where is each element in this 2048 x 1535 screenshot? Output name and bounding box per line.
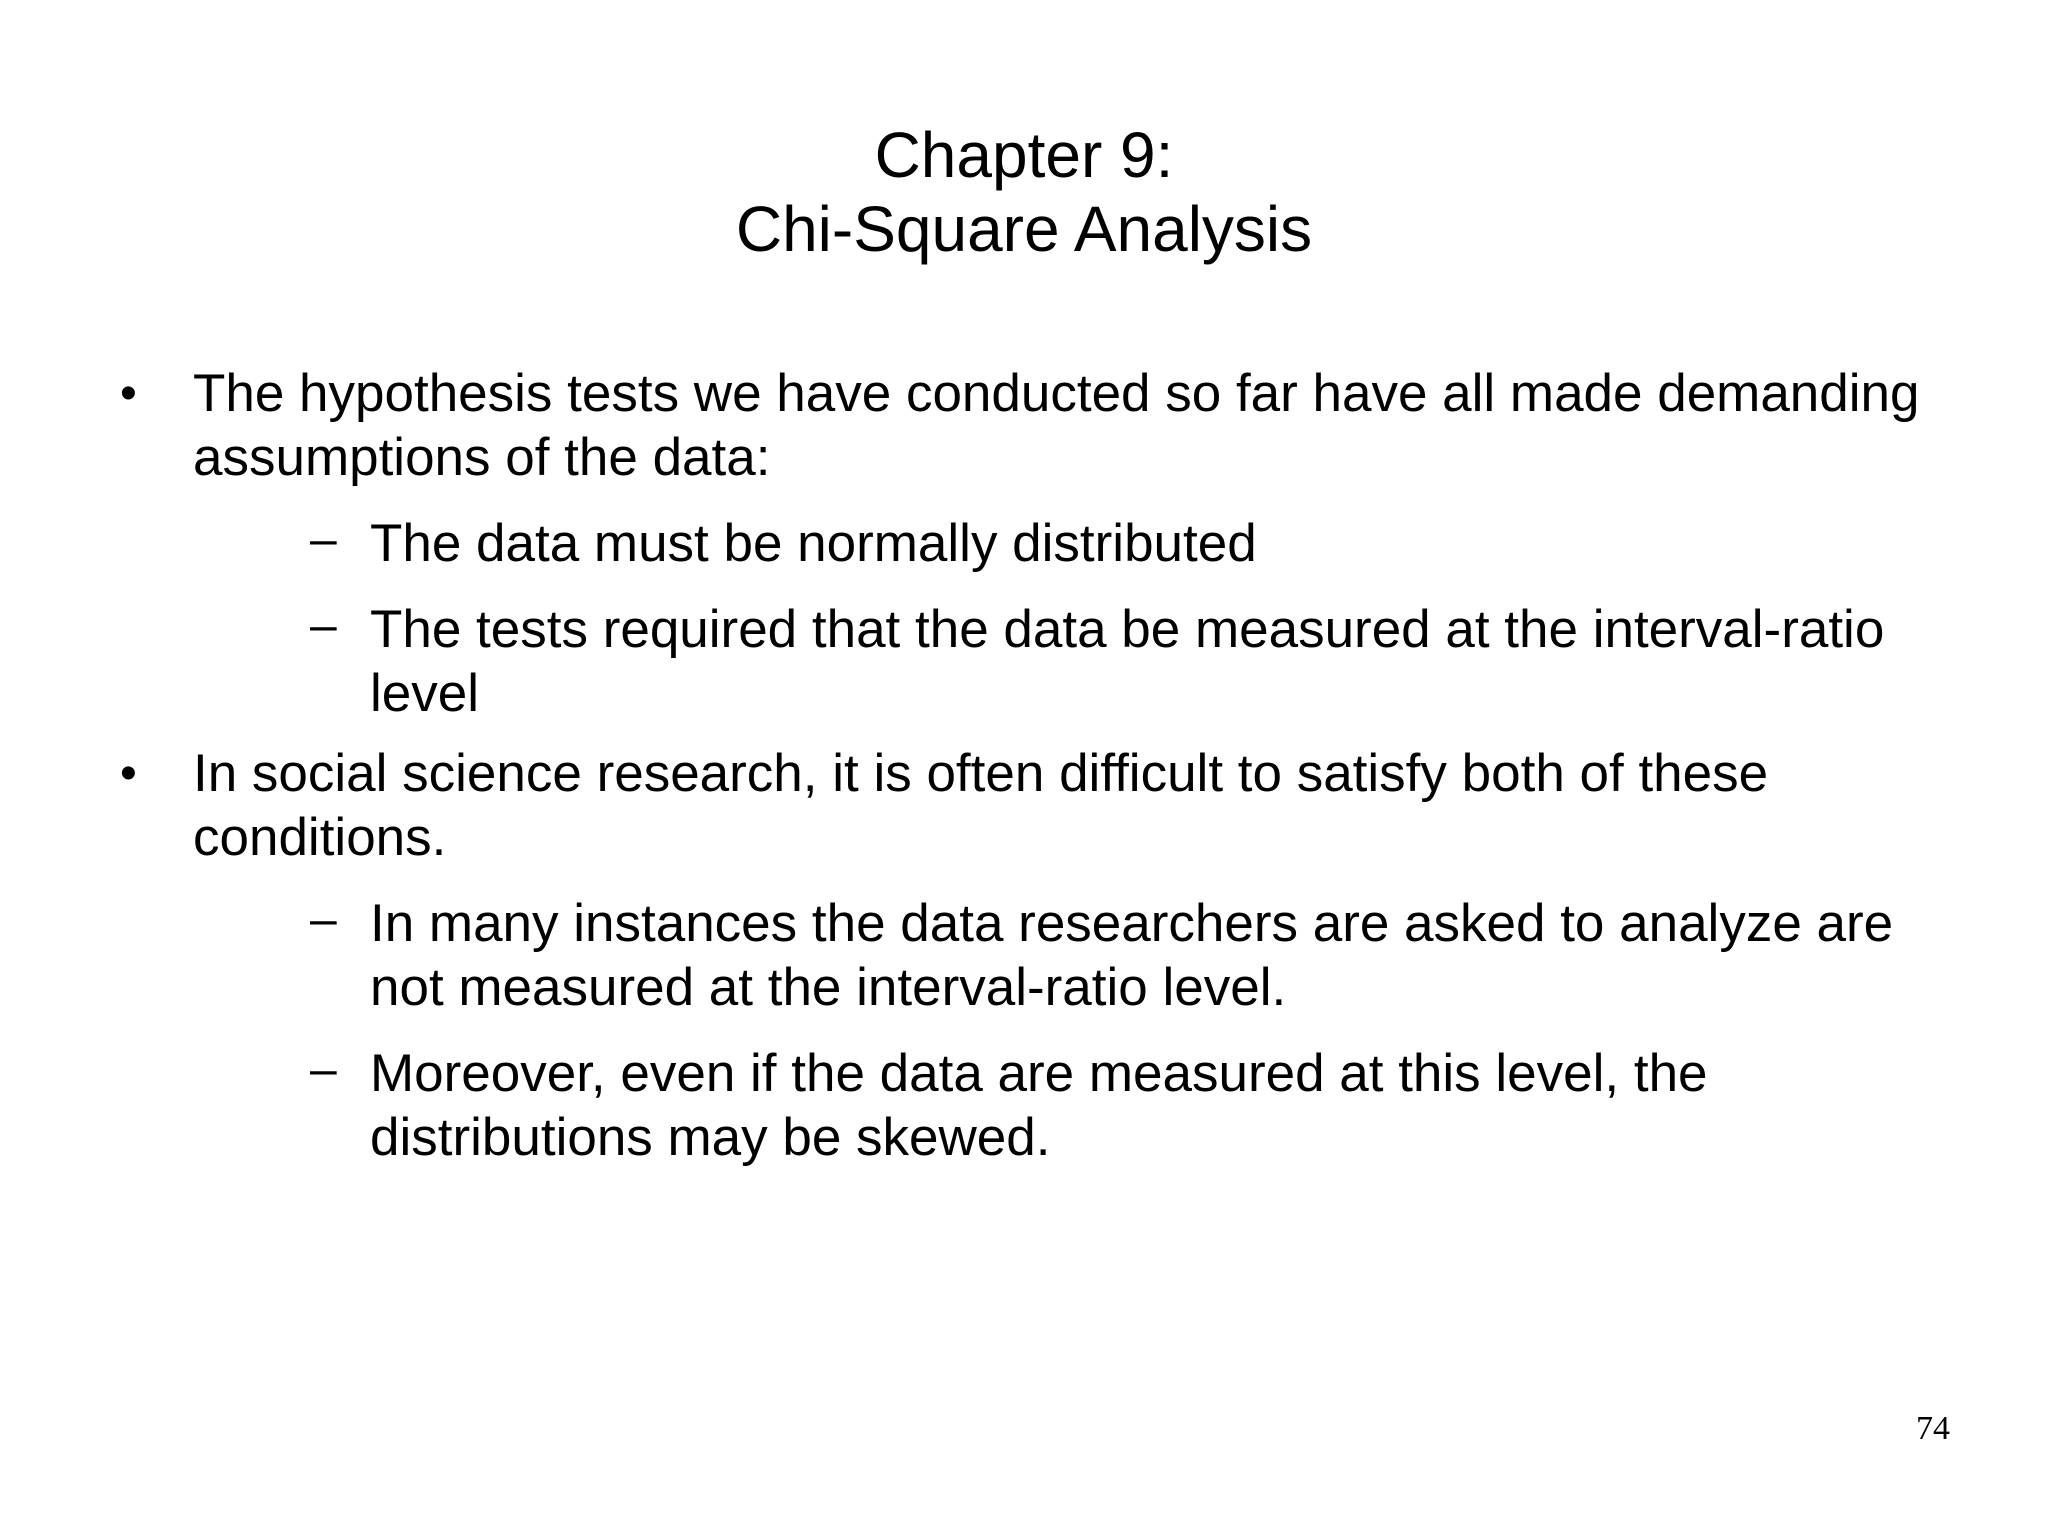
page-number: 74 [1916, 1410, 1950, 1447]
sub-item-1-1 [120, 512, 1940, 576]
sub-mark: – [310, 599, 337, 652]
sub-item-2-2 [120, 1042, 1940, 1170]
sub-text-1-1: The data must be normally distributed [370, 514, 1257, 573]
sub-mark: – [310, 1043, 337, 1096]
sub-item-2-1 [120, 892, 1940, 1020]
bullet-mark: • [120, 747, 137, 800]
sub-mark: – [310, 893, 337, 946]
bullet-item-2 [120, 742, 1940, 870]
sub-text-2-2: Moreover, even if the data are measured at this level, the distributions may be skewed. [370, 1044, 1708, 1167]
slide-content [120, 362, 1940, 1170]
slide-title [0, 118, 2048, 266]
bullet-mark: • [120, 367, 137, 420]
title-line-2: Chi-Square Analysis [735, 193, 1313, 265]
bullet-text-2: In social science research, it is often difficult to satisfy both of these conditions. [193, 744, 1769, 867]
sub-text-2-1: In many instances the data researchers are asked to analyze are not measured at the interval-ratio level. [370, 894, 1894, 1017]
sub-text-1-2: The tests required that the data be measured at the interval-ratio level [370, 600, 1885, 723]
bullet-text-1: The hypothesis tests we have conducted so far have all made demanding assumptions of the data: [193, 364, 1920, 487]
sub-mark: – [310, 513, 337, 566]
bullet-item-1 [120, 362, 1940, 490]
title-line-1: Chapter 9: [874, 119, 1174, 191]
sub-item-1-2 [120, 598, 1940, 726]
